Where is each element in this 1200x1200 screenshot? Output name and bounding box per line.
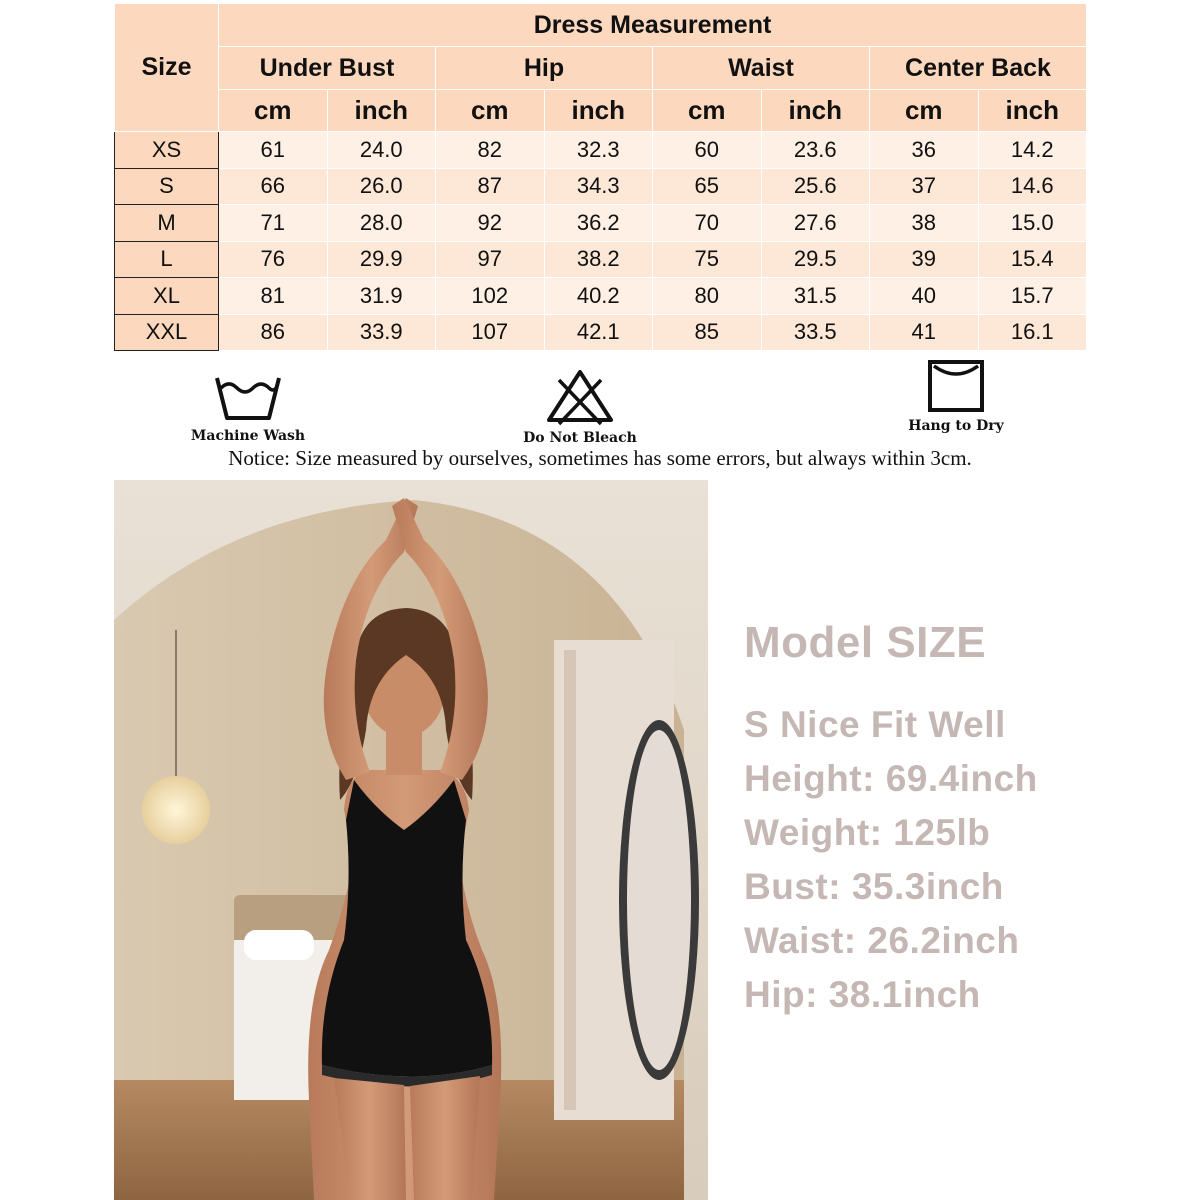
- model-size-info: [744, 618, 1184, 1022]
- measurement-cell: 14.6: [978, 168, 1087, 205]
- measurement-cell: 76: [219, 241, 328, 278]
- measurement-cell: 70: [653, 205, 762, 242]
- measurement-cell: 32.3: [544, 132, 653, 169]
- model-fit-line: S Nice Fit Well: [744, 704, 1006, 745]
- measurement-cell: 41: [870, 314, 979, 351]
- measurement-cell: 92: [436, 205, 545, 242]
- unit-header: inch: [978, 90, 1087, 132]
- model-waist-line: Waist: 26.2inch: [744, 920, 1020, 961]
- table-row: [115, 132, 1087, 169]
- measurement-cell: 97: [436, 241, 545, 278]
- measurement-cell: 40.2: [544, 278, 653, 315]
- model-height-line: Height: 69.4inch: [744, 758, 1038, 799]
- measurement-cell: 25.6: [761, 168, 870, 205]
- measurement-cell: 23.6: [761, 132, 870, 169]
- measurement-cell: 38: [870, 205, 979, 242]
- measurement-cell: 36.2: [544, 205, 653, 242]
- table-row: [115, 278, 1087, 315]
- size-label-cell: XXL: [115, 314, 219, 351]
- size-column-header: Size: [115, 4, 219, 132]
- size-chart-table: [114, 3, 1087, 351]
- group-header-hip: Hip: [436, 47, 653, 90]
- measurement-cell: 42.1: [544, 314, 653, 351]
- do-not-bleach-icon: [545, 368, 615, 426]
- unit-header: inch: [544, 90, 653, 132]
- measurement-cell: 107: [436, 314, 545, 351]
- measurement-cell: 15.7: [978, 278, 1087, 315]
- group-header-waist: Waist: [653, 47, 870, 90]
- do-not-bleach-label: Do Not Bleach: [523, 430, 637, 446]
- measurement-cell: 102: [436, 278, 545, 315]
- measurement-cell: 15.0: [978, 205, 1087, 242]
- group-header-center-back: Center Back: [870, 47, 1087, 90]
- unit-header: cm: [653, 90, 762, 132]
- machine-wash-label: Machine Wash: [190, 428, 306, 444]
- model-photo: [114, 480, 708, 1200]
- measurement-cell: 80: [653, 278, 762, 315]
- measurement-cell: 61: [219, 132, 328, 169]
- model-size-title: Model SIZE: [744, 618, 987, 667]
- size-label-cell: L: [115, 241, 219, 278]
- table-row: [115, 205, 1087, 242]
- table-row: [115, 314, 1087, 351]
- measurement-cell: 15.4: [978, 241, 1087, 278]
- group-header-under-bust: Under Bust: [219, 47, 436, 90]
- care-hang-to-dry: [886, 358, 1026, 434]
- machine-wash-icon: [213, 372, 283, 424]
- hang-to-dry-icon: [926, 358, 986, 414]
- measurement-cell: 36: [870, 132, 979, 169]
- size-label-cell: M: [115, 205, 219, 242]
- measurement-cell: 31.9: [327, 278, 436, 315]
- measurement-cell: 29.9: [327, 241, 436, 278]
- unit-header: inch: [327, 90, 436, 132]
- model-hip-line: Hip: 38.1inch: [744, 974, 981, 1015]
- measurement-cell: 34.3: [544, 168, 653, 205]
- measurement-cell: 85: [653, 314, 762, 351]
- size-notice: Notice: Size measured by ourselves, sometimes has some errors, but always within 3cm.: [228, 446, 972, 470]
- measurement-cell: 87: [436, 168, 545, 205]
- size-label-cell: XS: [115, 132, 219, 169]
- measurement-cell: 75: [653, 241, 762, 278]
- size-label-cell: XL: [115, 278, 219, 315]
- measurement-cell: 33.5: [761, 314, 870, 351]
- measurement-cell: 24.0: [327, 132, 436, 169]
- unit-header: cm: [436, 90, 545, 132]
- measurement-cell: 60: [653, 132, 762, 169]
- measurement-cell: 82: [436, 132, 545, 169]
- model-weight-line: Weight: 125lb: [744, 812, 991, 853]
- measurement-cell: 81: [219, 278, 328, 315]
- measurement-cell: 14.2: [978, 132, 1087, 169]
- hang-to-dry-label: Hang to Dry: [908, 418, 1004, 434]
- measurement-cell: 40: [870, 278, 979, 315]
- unit-header: cm: [219, 90, 328, 132]
- measurement-cell: 38.2: [544, 241, 653, 278]
- measurement-cell: 31.5: [761, 278, 870, 315]
- unit-header: cm: [870, 90, 979, 132]
- table-row: [115, 241, 1087, 278]
- model-bust-line: Bust: 35.3inch: [744, 866, 1004, 907]
- measurement-cell: 16.1: [978, 314, 1087, 351]
- care-machine-wash: [178, 372, 318, 444]
- table-row: [115, 168, 1087, 205]
- size-label-cell: S: [115, 168, 219, 205]
- measurement-cell: 66: [219, 168, 328, 205]
- unit-header: inch: [761, 90, 870, 132]
- measurement-cell: 86: [219, 314, 328, 351]
- measurement-cell: 65: [653, 168, 762, 205]
- measurement-cell: 39: [870, 241, 979, 278]
- care-do-not-bleach: [510, 368, 650, 446]
- measurement-cell: 28.0: [327, 205, 436, 242]
- measurement-cell: 71: [219, 205, 328, 242]
- table-title: Dress Measurement: [219, 4, 1087, 47]
- measurement-cell: 27.6: [761, 205, 870, 242]
- measurement-cell: 33.9: [327, 314, 436, 351]
- measurement-cell: 29.5: [761, 241, 870, 278]
- measurement-cell: 26.0: [327, 168, 436, 205]
- measurement-cell: 37: [870, 168, 979, 205]
